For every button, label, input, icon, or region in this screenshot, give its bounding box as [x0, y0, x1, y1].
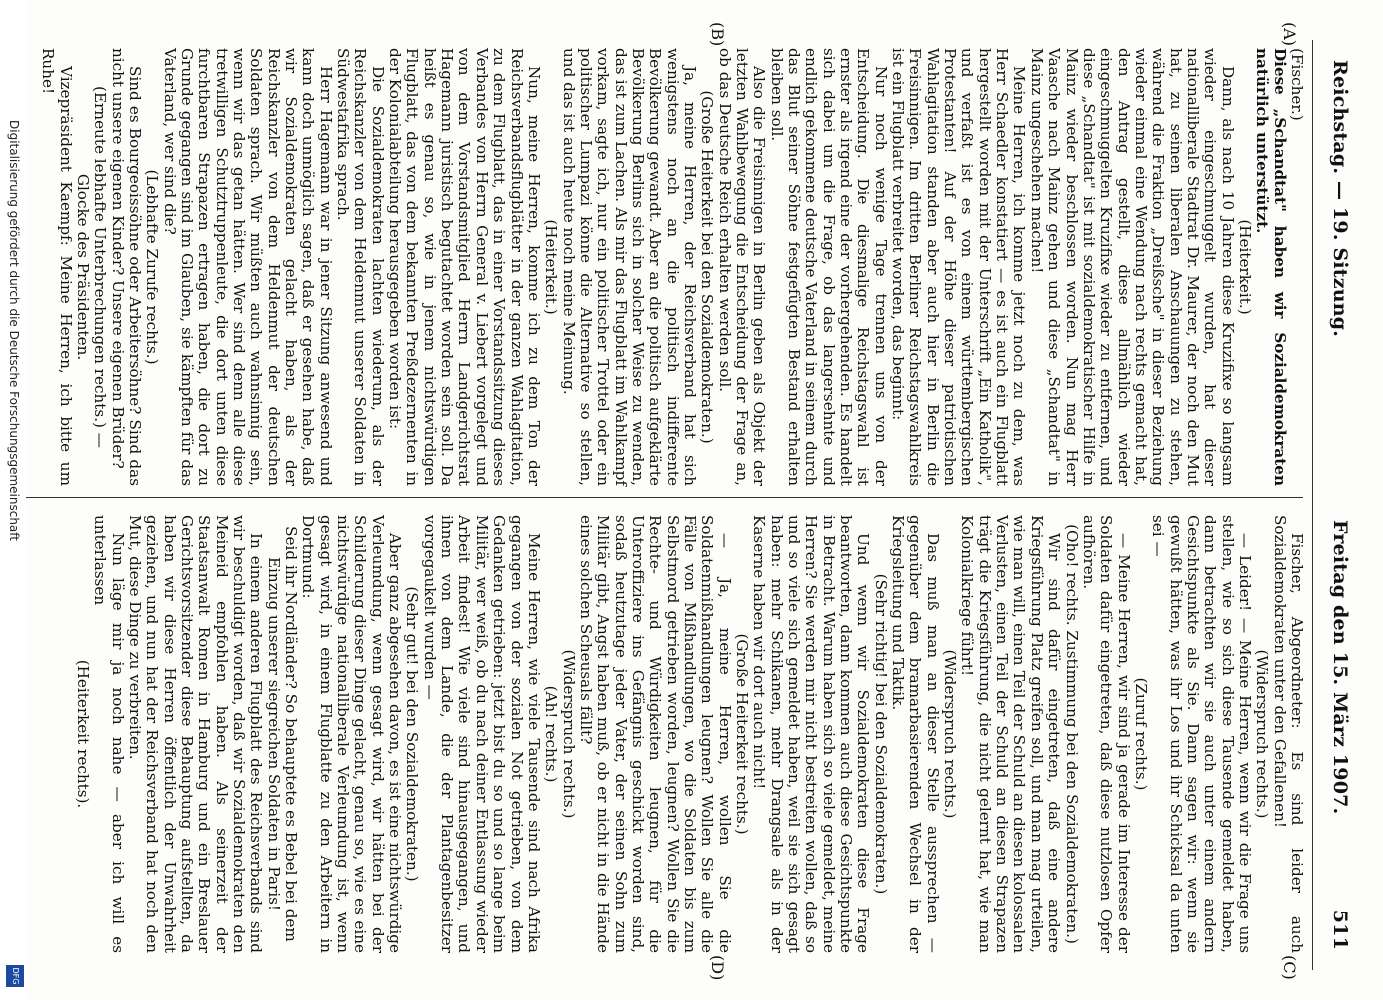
right-para-1: (Widerspruch rechts.)	[1253, 649, 1272, 819]
column-divider	[13, 497, 1303, 498]
left-para-17: Vizepräsident Kaempf: Meine Herren, ich bitte um Ruhe!	[39, 48, 75, 486]
right-para-4: — Meine Herren, wir sind ja gerade im Interesse der Soldaten dafür eingetreten, daß diese nutzlosen Opfer aufhören.	[1079, 515, 1133, 953]
right-para-2: — Leider! — Meine Herren, wenn wir die Frage uns stellen, wie so sich diese Tausende gemeldet haben, dann betrachten wir sie auch unter einem andern Gesichtspunkte als Sie. Dann sagen wir: wenn sie gewußt hätten, was ihr Los und ihr Schicksal da unten sei —	[1149, 515, 1254, 953]
left-para-10: Nun, meine Herren, komme ich zu dem Ton der Reichsverbandsflugblätter in der ganzen Wahlagitation, zu dem Flugblatt, das in einer Vorstandssitzung dieses Verbandes von Herrn General v. Liebert vorgelegt und von dem Vorstandsmitglied Herrn Landgerichtsrat Hagemann juristisch begutachtet worden sein soll. Da heißt es genau so, wie in jenem nichtswürdigen Flugblatt, das von dem bekannten Preßdezernenten in der Kolonialabteilung herausgegeben worden ist:	[386, 48, 543, 486]
page-number: 511	[1329, 909, 1351, 950]
left-para-14: Sind es Bourgeoissöhne oder Arbeitersöhne? Sind das nicht unsere eigenen Kinder? Unsere eigenen Brüder?	[108, 48, 144, 486]
digitization-footer	[0, 0, 26, 1000]
left-para-4: Meine Herren, ich komme jetzt noch zu dem, was Herr Schaedler konstatiert — es ist auch ein Flugblatt hergestellt worden mit der Unterschrift „Ein Katholik", und verfaßt ist es von einem württembergischen Protestanten! Auf der Höhe dieser patriotischen Wahlagitation standen aber auch hier in Berlin die Freisinnigen. Im dritten Berliner Reichstagswahlkreis ist ein Flugblatt verbreitet worden, das beginnt:	[889, 48, 1029, 486]
right-para-11: (Große Heiterkeit rechts.)	[733, 633, 751, 835]
right-para-10: Und wenn wir Sozialdemokraten diese Frage beantworten, dann kommen auch diese Gesichtspunkte in Betracht. Warum haben sich so viele gemeldet, meine Herren? Sie werden mir nicht bestreiten wollen, daß so und so viele sich gemeldet haben, weil sie sich gesagt haben: mehr Schikanen, mehr Drangsale als in der Kaserne haben wir dort auch nicht!	[750, 515, 873, 953]
header-rule	[1312, 40, 1313, 970]
header-right-date: Freitag den 15. März 1907.	[1329, 520, 1351, 815]
right-para-12: — Ja, meine Herren, wollen Sie die Soldatenmißhandlungen leugnen? Wollen Sie alle die Fälle von Mißhandlungen, wo die Soldaten bis zum Selbstmord getrieben worden, leugnen? Wollen Sie die Rechte- und Würdigkeiten leugnen, für die Unteroffiziere ins Gefängnis geschickt worden sind, sodaß heutzutage jeder Vater, der seinen Sohn zum Militär gibt, Angst haben muß, ob er nicht in die Hände eines solchen Scheusals fällt?	[576, 515, 734, 953]
left-para-16: Glocke des Präsidenten.	[73, 173, 92, 361]
right-para-5: (Oho! rechts. Zustimmung bei den Sozialdemokraten.)	[1062, 524, 1081, 944]
margin-mark-a: (A)	[1280, 22, 1299, 47]
right-para-16: (Sehr gut! bei den Sozialdemokraten.)	[403, 586, 422, 882]
left-column	[39, 48, 1305, 486]
right-para-0: Fischer, Abgeordneter: Es sind leider auch Sozialdemokraten unter den Gefallenen!	[1270, 515, 1306, 953]
right-para-9: (Sehr richtig! bei den Sozialdemokraten.)	[871, 573, 890, 895]
margin-mark-c: (C)	[1280, 955, 1299, 980]
right-para-8: Das muß man an dieser Stelle aussprechen — gegenüber dem bramarbasierenden Wechsel in der Kriegsleitung und Taktik.	[889, 515, 942, 953]
left-para-11: Die Sozialdemokraten lachten wiederum, als der Reichskanzler von dem Heldenmut unserer Soldaten in Südwestafrika sprach.	[334, 48, 387, 486]
right-para-6: Wir sind dafür eingetreten, daß eine andere Kriegsführung Platz greifen soll, und man mag urteilen, wie man will, einen Teil der Schuld an diesen kolossalen Verlusten, einen Teil der Schuld an diesen Strapazen trägt die Kriegsführung, die nicht gelernt hat, wie man Kolonialkriege führt!	[958, 515, 1064, 953]
right-para-14: (Ah! rechts.)	[542, 685, 561, 783]
right-para-3: (Zuruf rechts.)	[1131, 677, 1150, 791]
footer-credit: Digitalisierung gefördert durch die Deutsche Forschungsgemeinschaft	[7, 120, 21, 542]
left-para-1: Diese „Schandtat" haben wir Sozialdemokraten natürlich unterstützt.	[1253, 48, 1289, 486]
right-para-21: (Heiterkeit rechts).	[73, 659, 92, 809]
right-para-20: Nun läge mir ja noch nahe — aber ich will es unterlassen	[91, 515, 127, 953]
left-para-3: Dann, als nach 10 Jahren diese Kruzifixe so langsam wieder eingeschmuggelt wurden, hat dieser nationalliberale Stadtrat Dr. Maurer, der noch den Mut hat, zu seinen liberalen Anschauungen zu stehen, während die Fraktion „Dreißsche" in dieser Beziehung wieder einmal eine Wendung nach rechts gemacht hat, den Antrag gestellt, diese allmählich wieder eingeschmuggelten Kruzifixe wieder zu entfernen, und diese „Schandtat" ist mit sozialdemokratischer Hilfe in Mainz wieder beschlossen worden. Nun mag Herr Vaasche nach Mainz gehen und diese „Schandtat" in Mainz ungeschehen machen!	[1027, 48, 1237, 486]
left-para-15: (Erneute lebhafte Unterbrechungen rechts.) —	[91, 86, 110, 448]
header-left-title: Reichstag. — 19. Sitzung.	[1329, 60, 1351, 338]
right-para-13: (Widerspruch rechts.)	[559, 649, 578, 819]
right-para-18: Seid ihr Nordländer? So behauptete es Bebel bei dem Einzug unserer siegreichen Soldaten in Paris!	[264, 526, 301, 942]
left-para-12: Herr Hagemann war in jener Sitzung anwesend und kann doch unmöglich sagen, daß er gesehen habe, daß wir Sozialdemokraten gelacht haben, als der Reichskanzler von dem Heldenmut der deutschen Soldaten sprach. Wir müßten auch wahnsinnig sein, wenn wir das getan hätten. Wer sind denn alle diese tretwilligen Schutztruppenleute, die dort unten diese furchtbaren Strapazen ertragen haben, die dort zu Grunde gegangen sind im Glauben, sie kämpften für das Vaterland, wer sind die?	[160, 48, 335, 486]
left-para-0: (Fischer.)	[1288, 48, 1306, 121]
left-para-13: (Lebhafte Zurufe rechts.)	[143, 169, 162, 365]
right-para-17: Aber ganz abgesehen davon, es ist eine nichtswürdige Verleumdung, wenn gesagt wird, wir hätten bei der Schilderung dieser Dinge gelacht, genau so, wie es eine nichtswürdige nationalliberale Verleumdung ist, wenn gesagt wird, in einem Flugblatte zu den Arbeitern in Dortmund:	[299, 515, 405, 953]
page-header	[1315, 0, 1355, 1000]
dfg-logo: DFG	[6, 965, 24, 987]
left-para-2: (Heiterkeit.)	[1235, 219, 1254, 315]
right-para-15: Meine Herren, wie viele Tausende sind nach Afrika gegangen von der sozialen Not getrieben, von dem Gedanken getrieben: jetzt bist du so und so lange beim Militär, wer weiß, ob du nach deiner Entlassung wieder Arbeit findest! Wie viele sind hinausgegangen, und ihnen von dem Lande, die der Plantagenbesitzer vorgegaukelt wurden —	[420, 515, 543, 953]
margin-mark-b: (B)	[708, 22, 727, 47]
left-para-5: Nur noch wenige Tage trennen uns von der Entscheidung. Die diesmalige Reichstagswahl ist ernster als irgend eine der vorhergehenden. Es handelt sich dabei um die Frage, ob das langersehnte und endlich gekommene deutsche Vaterland in seinem durch das Blut seiner Söhne festgefügten Bestand erhalten bleiben soll.	[767, 48, 890, 486]
left-para-8: Ja, meine Herren, der Reichsverband hat sich wenigstens noch an die politisch indifferente Bevölkerung gewandt. Aber an die politisch aufgeklärte Bevölkerung Berlins sich in solcher Weise zu wenden, das ist zum Lachen. Als mir das Flugblatt im Wahlkampf vorkam, sagte ich, nur ein politischer Trottel oder ein politischer Lumpazi könne die Alternative so stellen, und das ist auch heute noch meine Meinung.	[559, 48, 699, 486]
right-column	[74, 515, 1305, 953]
left-para-7: (Große Heiterkeit bei den Sozialdemokraten.)	[698, 90, 717, 444]
margin-mark-d: (D)	[708, 955, 727, 981]
right-para-7: (Widerspruch rechts.)	[941, 649, 960, 819]
right-para-19: In einem anderen Flugblatt des Reichsverbands sind wir beschuldigt worden, daß wir Sozialdemokraten den Meineid empfohlen haben. Als seinerzeit der Staatsanwalt Romen in Hamburg und ein Breslauer Gerichtsvorsitzender diese Behauptung aufstellten, da haben wir diese Herren öffentlich der Unwahrheit geziehen, und nun hat der Reichsverband hat noch den Mut, diese Dinge zu verbreiten.	[125, 515, 266, 953]
left-para-6: Also die Freisinnigen in Berlin geben als Objekt der letzten Wahlbewegung die Entscheidung der Frage an, ob das Deutsche Reich erhalten werden soll.	[715, 48, 769, 486]
left-para-9: (Heiterkeit.)	[542, 219, 561, 315]
